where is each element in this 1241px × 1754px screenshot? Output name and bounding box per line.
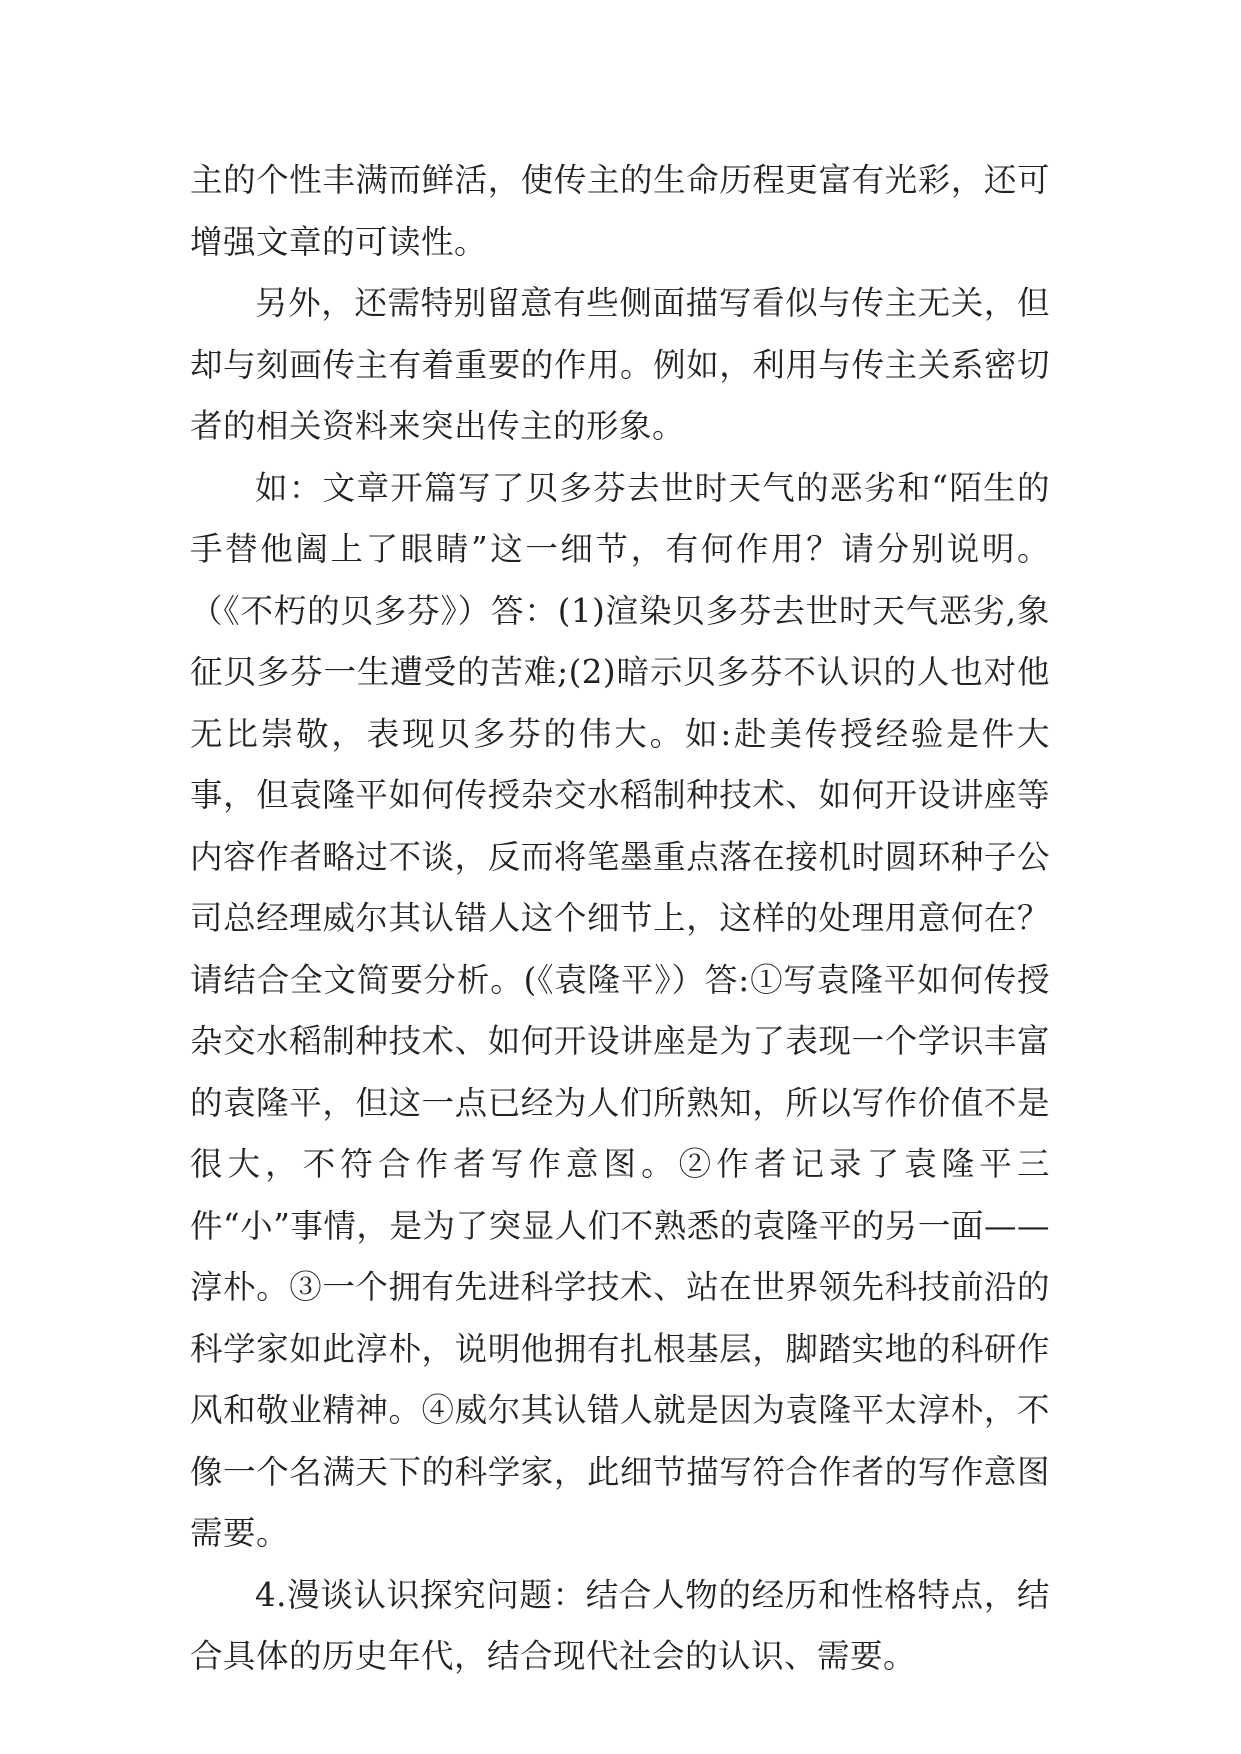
paragraph-continuation: 主的个性丰满而鲜活，使传主的生命历程更富有光彩，还可增强文章的可读性。 (190, 161, 1050, 261)
paragraph-exploration: 4.漫谈认识探究问题：结合人物的经历和性格特点，结合具体的历史年代，结合现代社会的认识、需要。 (190, 1575, 1050, 1675)
body-text (190, 150, 1050, 1688)
paragraph-side-description: 另外，还需特别留意有些侧面描写看似与传主无关，但却与刻画传主有着重要的作用。例如，利用与传主关系密切者的相关资料来突出传主的形象。 (190, 284, 1050, 445)
paragraph-examples: 如：文章开篇写了贝多芬去世时天气的恶劣和“陌生的手替他阖上了眼睛”这一细节，有何作用？请分别说明。（《不朽的贝多芬》）答：(1)渲染贝多芬去世时天气恶劣,象征贝多芬一生遭受的苦难;(2)暗示贝多芬不认识的人也对他无比崇敬，表现贝多芬的伟大。如:赴美传授经验是件大事，但袁隆平如何传授杂交水稻制种技术、如何开设讲座等内容作者略过不谈，反而将笔墨重点落在接机时圆环种子公司总经理威尔其认错人这个细节上，这样的处理用意何在？请结合全文简要分析。(《袁隆平》）答:①写袁隆平如何传授杂交水稻制种技术、如何开设讲座是为了表现一个学识丰富的袁隆平，但这一点已经为人们所熟知，所以写作价值不是很大，不符合作者写作意图。②作者记录了袁隆平三件“小”事情，是为了突显人们不熟悉的袁隆平的另一面——淳朴。③一个拥有先进科学技术、站在世界领先科技前沿的科学家如此淳朴，说明他拥有扎根基层，脚踏实地的科研作风和敬业精神。④威尔其认错人就是因为袁隆平太淳朴，不像一个名满天下的科学家，此细节描写符合作者的写作意图需要。 (190, 468, 1050, 1552)
